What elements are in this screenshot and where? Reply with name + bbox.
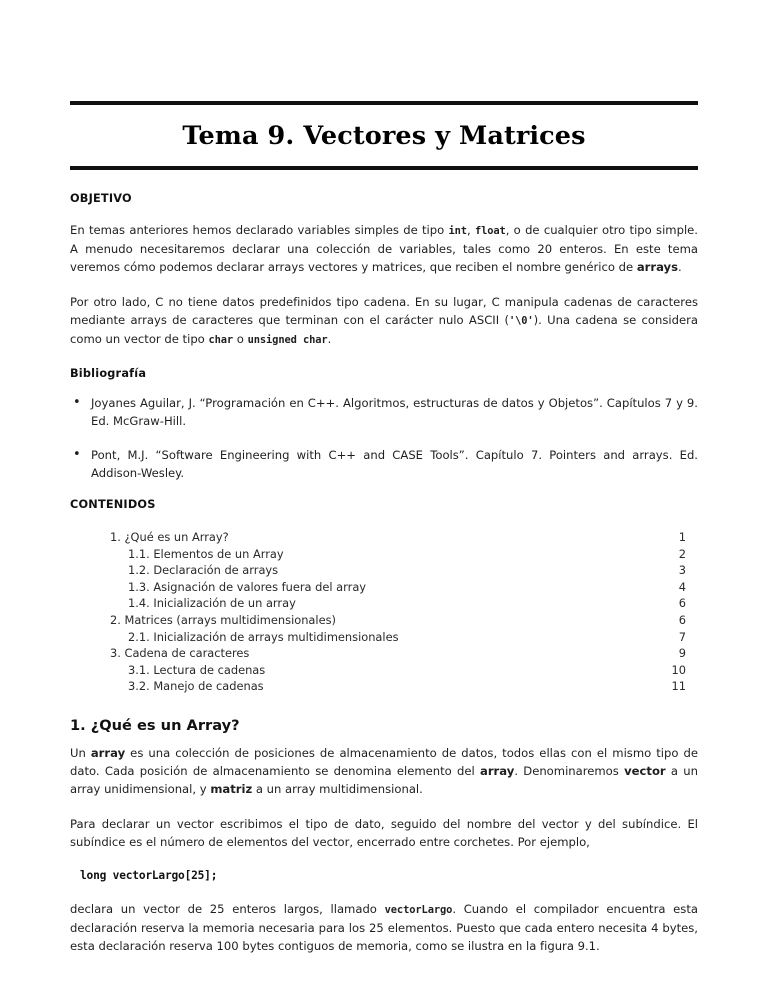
toc-entry[interactable]	[110, 612, 686, 629]
bibliografia-heading: Bibliografía	[70, 367, 147, 381]
text-segment: .	[678, 260, 682, 275]
toc-entry[interactable]	[110, 595, 686, 612]
code-unsigned-char: unsigned char	[247, 334, 328, 347]
toc-entry[interactable]	[110, 662, 686, 679]
toc-entry-page: 6	[678, 613, 686, 627]
toc-entry-page: 3	[678, 563, 686, 578]
code-vectorlargo: vectorLargo	[384, 903, 453, 916]
toc-entry[interactable]	[110, 546, 686, 563]
text-segment: En temas anteriores hemos declarado variables simples de tipo	[70, 223, 449, 237]
toc-entry[interactable]	[110, 645, 686, 662]
toc-entry-page: 4	[678, 579, 686, 594]
emphasis-array: array	[90, 745, 126, 760]
bullet-icon: •	[73, 395, 81, 411]
bibliografia-list	[70, 394, 698, 482]
code-char: char	[208, 334, 234, 347]
section-1-heading: 1. ¿Qué es un Array?	[70, 716, 240, 734]
objetivo-heading: OBJETIVO	[70, 192, 132, 205]
text-segment: declara un vector de 25 enteros largos, llamado	[70, 901, 385, 916]
section-1-paragraph-1	[70, 744, 698, 799]
toc-entry-page: 10	[671, 662, 686, 677]
toc-entry-label: 1. ¿Qué es un Array?	[110, 530, 229, 545]
bullet-icon: •	[73, 446, 81, 462]
text-segment: es una colección de posiciones de almacenamiento de datos, todos ellas con el mismo tipo de dato. Cada posición de almacenamiento se denomina elemento del	[70, 745, 698, 779]
toc-entry-label: 3. Cadena de caracteres	[110, 646, 250, 661]
bibliografia-item-text: Joyanes Aguilar, J. “Programación en C++. Algoritmos, estructuras de datos y Objetos”. Capítulos 7 y 9. Ed. McGraw-Hill.	[91, 396, 698, 429]
section-1-paragraph-3	[70, 900, 698, 956]
text-segment: . Denominaremos	[514, 764, 625, 779]
toc-entry[interactable]	[110, 562, 686, 579]
toc-entry-page: 6	[678, 596, 686, 611]
emphasis-array: array	[480, 764, 515, 779]
text-segment: Un	[70, 745, 91, 760]
text-segment: a un array unidimensional, y	[70, 764, 698, 797]
list-item	[73, 394, 698, 430]
toc-entry-label: 2.1. Inicialización de arrays multidimensionales	[128, 629, 399, 644]
emphasis-arrays: arrays	[636, 260, 678, 275]
text-segment: , o de cualquier otro tipo simple. A menudo necesitaremos declarar una colección de variables, tales como 20 enteros. En este tema veremos cómo podemos declarar arrays vectores y matrices, que reciben el nombre genérico de	[70, 223, 698, 275]
text-segment: o	[233, 332, 248, 347]
page-title: Tema 9. Vectores y Matrices	[182, 121, 586, 151]
toc-entry[interactable]	[110, 629, 686, 646]
toc-entry-page: 11	[671, 679, 686, 694]
toc-entry-label: 3.2. Manejo de cadenas	[128, 679, 264, 694]
code-null-char: '\0'	[508, 314, 534, 327]
toc-entry[interactable]	[110, 579, 686, 596]
code-block-declaration: long vectorLargo[25];	[80, 868, 218, 882]
table-of-contents	[70, 529, 698, 695]
toc-entry-label: 1.2. Declaración de arrays	[128, 563, 279, 578]
toc-entry-page: 1	[678, 530, 686, 545]
text-segment: Por otro lado, C no tiene datos predefinidos tipo cadena. En su lugar, C manipula cadenas de caracteres mediante arrays de caracteres que terminan con el carácter nulo ASCII (	[70, 294, 698, 327]
text-segment: ). Una cadena se considera como un vector de tipo	[70, 312, 698, 347]
toc-entry[interactable]	[110, 678, 686, 695]
text-segment: .	[327, 332, 332, 347]
emphasis-vector: vector	[624, 764, 666, 779]
toc-entry-label: 1.3. Asignación de valores fuera del array	[128, 579, 367, 594]
objetivo-paragraph-2	[70, 293, 698, 350]
toc-entry-page: 9	[678, 646, 686, 661]
text-segment: a un array multidimensional.	[252, 782, 423, 797]
toc-entry-label: 1.4. Inicialización de un array	[128, 596, 296, 611]
toc-entry-label: 3.1. Lectura de cadenas	[128, 662, 266, 677]
toc-entry-label: 1.1. Elementos de un Array	[128, 546, 284, 561]
code-float: float	[474, 225, 506, 237]
objetivo-paragraph-1	[70, 221, 698, 277]
toc-entry-label: 2. Matrices (arrays multidimensionales)	[110, 613, 336, 627]
text-segment: ,	[466, 223, 475, 237]
toc-entry-page: 7	[678, 629, 686, 644]
title-block	[70, 0, 698, 170]
code-int: int	[448, 225, 467, 237]
text-segment: . Cuando el compilador encuentra esta declaración reserva la memoria necesaria para los 25 elementos. Puesto que cada entero necesita 4 bytes, esta declaración reserva 100 bytes contiguos de memoria, como se ilustra en la figura 9.1.	[70, 901, 698, 954]
toc-entry-page: 2	[678, 546, 686, 561]
bibliografia-item-text: Pont, M.J. “Software Engineering with C++ and CASE Tools”. Capítulo 7. Pointers and arrays. Ed. Addison-Wesley.	[91, 447, 698, 480]
toc-entry[interactable]	[110, 529, 686, 546]
emphasis-matriz: matriz	[210, 782, 253, 797]
contenidos-heading: CONTENIDOS	[70, 498, 156, 512]
list-item	[73, 446, 698, 482]
section-1-paragraph-2: Para declarar un vector escribimos el tipo de dato, seguido del nombre del vector y del subíndice. El subíndice es el número de elementos del vector, encerrado entre corchetes. Por ejemplo,	[70, 816, 698, 849]
